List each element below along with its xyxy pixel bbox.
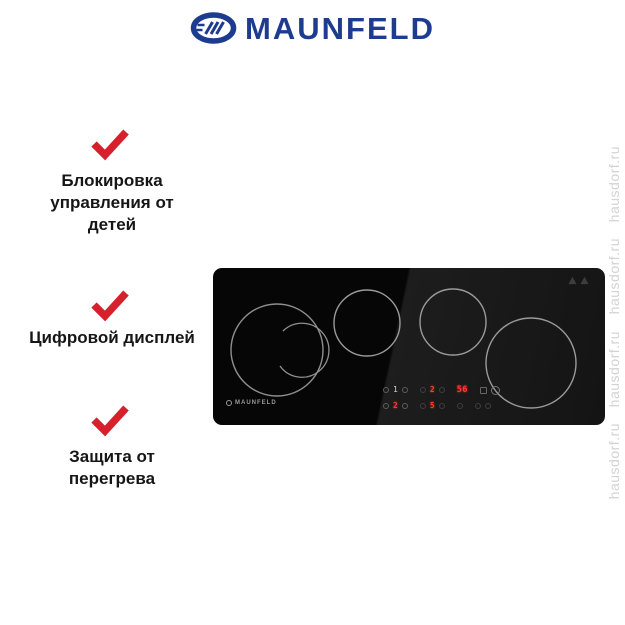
maunfeld-emblem-icon bbox=[190, 12, 236, 44]
control-dot bbox=[439, 403, 445, 409]
warning-triangle-icon bbox=[580, 276, 589, 285]
brand-logo bbox=[190, 12, 435, 44]
zone-level-display: 1 bbox=[393, 385, 398, 394]
feature-child-lock: Блокировка управления от детей bbox=[50, 171, 174, 234]
control-dot bbox=[402, 387, 408, 393]
checkmark-icon bbox=[89, 402, 131, 437]
lock-icon bbox=[480, 387, 487, 394]
checkmark-icon bbox=[89, 126, 131, 161]
control-dot bbox=[383, 387, 389, 393]
timer-display: 56 bbox=[456, 384, 468, 395]
brand-name: MAUNFELD bbox=[245, 10, 435, 46]
power-icon bbox=[491, 386, 500, 395]
hob-brand-text: MAUNFELD bbox=[235, 400, 277, 406]
control-dot bbox=[402, 403, 408, 409]
watermark-text: hausdorf.ru bbox=[606, 422, 622, 500]
burner-mid-right-ring bbox=[420, 289, 486, 355]
cooktop-image bbox=[213, 268, 605, 425]
zone-level-display: 5 bbox=[429, 401, 435, 410]
feature-overheat-protection: Защита от перегрева bbox=[68, 447, 156, 488]
control-dot bbox=[420, 403, 426, 409]
burner-left-inner-ring bbox=[280, 323, 329, 377]
burner-left-outer-ring bbox=[231, 304, 323, 396]
zone-level-display: 2 bbox=[393, 401, 398, 410]
control-dot bbox=[439, 387, 445, 393]
control-dot bbox=[383, 403, 389, 409]
control-dot bbox=[475, 403, 481, 409]
control-dot bbox=[420, 387, 426, 393]
burner-mid-left-ring bbox=[334, 290, 400, 356]
maunfeld-emblem-icon bbox=[226, 400, 232, 406]
watermark-column bbox=[606, 146, 622, 499]
feature-digital-display: Цифровой дисплей bbox=[29, 328, 195, 347]
burner-right-ring bbox=[486, 318, 576, 408]
touch-control-panel bbox=[383, 384, 500, 412]
hob-warning-icons bbox=[568, 276, 589, 285]
hob-brand-mark bbox=[226, 400, 277, 406]
warning-triangle-icon bbox=[568, 276, 577, 285]
watermark-text: hausdorf.ru bbox=[606, 330, 622, 407]
checkmark-icon bbox=[89, 287, 131, 322]
control-row-1 bbox=[383, 384, 500, 396]
control-dot bbox=[485, 403, 491, 409]
zone-level-display: 2 bbox=[429, 385, 435, 394]
watermark-text: hausdorf.ru bbox=[606, 146, 622, 223]
control-row-2 bbox=[383, 400, 500, 412]
watermark-text: hausdorf.ru bbox=[606, 238, 622, 315]
control-dot bbox=[457, 403, 463, 409]
